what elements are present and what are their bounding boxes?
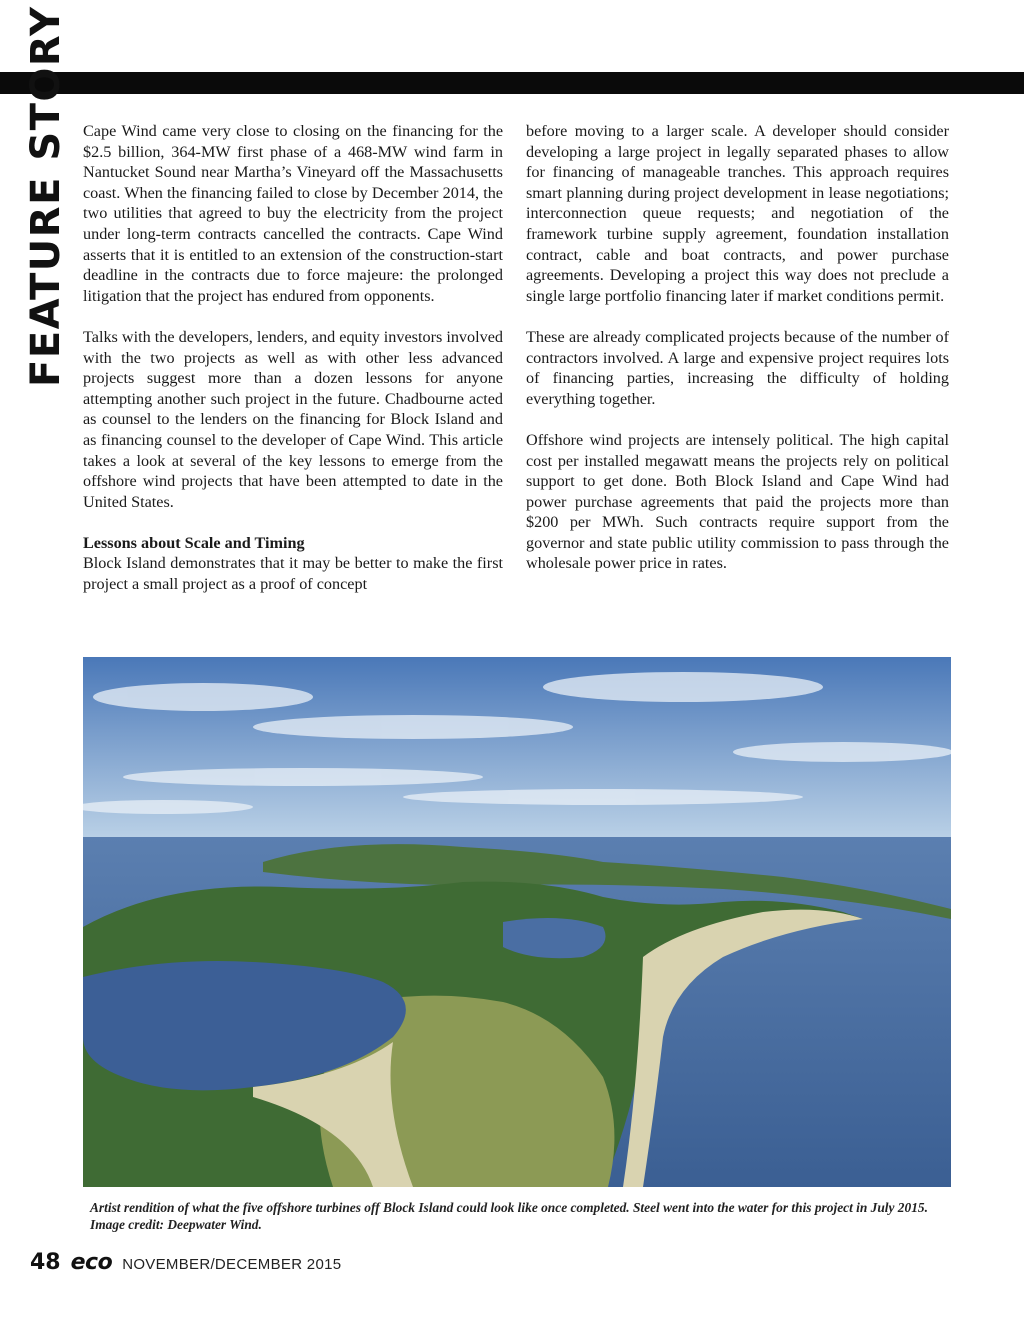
left-column: [83, 121, 503, 615]
page-number: 48: [30, 1250, 61, 1275]
issue-date: NOVEMBER/DECEMBER 2015: [122, 1256, 342, 1273]
island-aerial-photo: [83, 657, 951, 1187]
paragraph: These are already complicated projects because of the number of contractors involved. A large and expensive project requires lots of financing parties, increasing the difficulty of holding everything together.: [526, 327, 949, 408]
photo-caption: Artist rendition of what the five offshore turbines off Block Island could look like once completed. Steel went into the water for this project in July 2015. Image credit: Deepwater Wind.: [90, 1200, 928, 1232]
paragraph: Block Island demonstrates that it may be better to make the first project a small project as a proof of concept: [83, 554, 503, 594]
section-heading: Lessons about Scale and Timing: [83, 533, 305, 552]
page-footer: [30, 1250, 341, 1275]
inner-pond: [503, 918, 606, 958]
header-rule: [0, 72, 1024, 94]
paragraph: Talks with the developers, lenders, and equity investors involved with the two projects as well as with other less advanced projects suggest more than a dozen lessons for anyone attempting another such project in the future. Chadbourne acted as counsel to the lenders on the financing for Block Island and as financing counsel to the developer of Cape Wind. This article takes a look at several of the key lessons to emerge from the offshore wind projects that have been attempted to date in the United States.: [83, 327, 503, 511]
magazine-logo: eco: [70, 1250, 113, 1275]
paragraph: Cape Wind came very close to closing on the financing for the $2.5 billion, 364-MW first phase of a 468-MW wind farm in Nantucket Sound near Martha’s Vineyard off the Massachusetts coast. When the financing failed to close by December 2014, the two utilities that agreed to buy the electricity from the project under long-term contracts cancelled the contracts. Cape Wind asserts that it is entitled to an extension of the construction-start deadline in the contracts due to force majeure: the prolonged litigation that the project has endured from opponents.: [83, 122, 503, 305]
paragraph: before moving to a larger scale. A developer should consider developing a large project in legally separated phases to allow for financing of manageable tranches. This approach requires smart planning during project development in lease negotiations; interconnection queue requests; and negotiation of the framework turbine supply agreement, foundation installation contract, cable and boat contracts, and power purchase agreements. Developing a project this way does not preclude a single large portfolio financing later if market conditions permit.: [526, 122, 949, 305]
paragraph: Offshore wind projects are intensely political. The high capital cost per installed megawatt means the projects rely on political support to get done. Both Block Island and Cape Wind had power purchase agreements that paid the projects more than $200 per MWh. Such contracts require support from the governor and state public utility commission to pass through the wholesale power price in rates.: [526, 430, 949, 573]
section-label: FEATURE STORY: [23, 5, 69, 387]
right-column: [526, 121, 949, 595]
